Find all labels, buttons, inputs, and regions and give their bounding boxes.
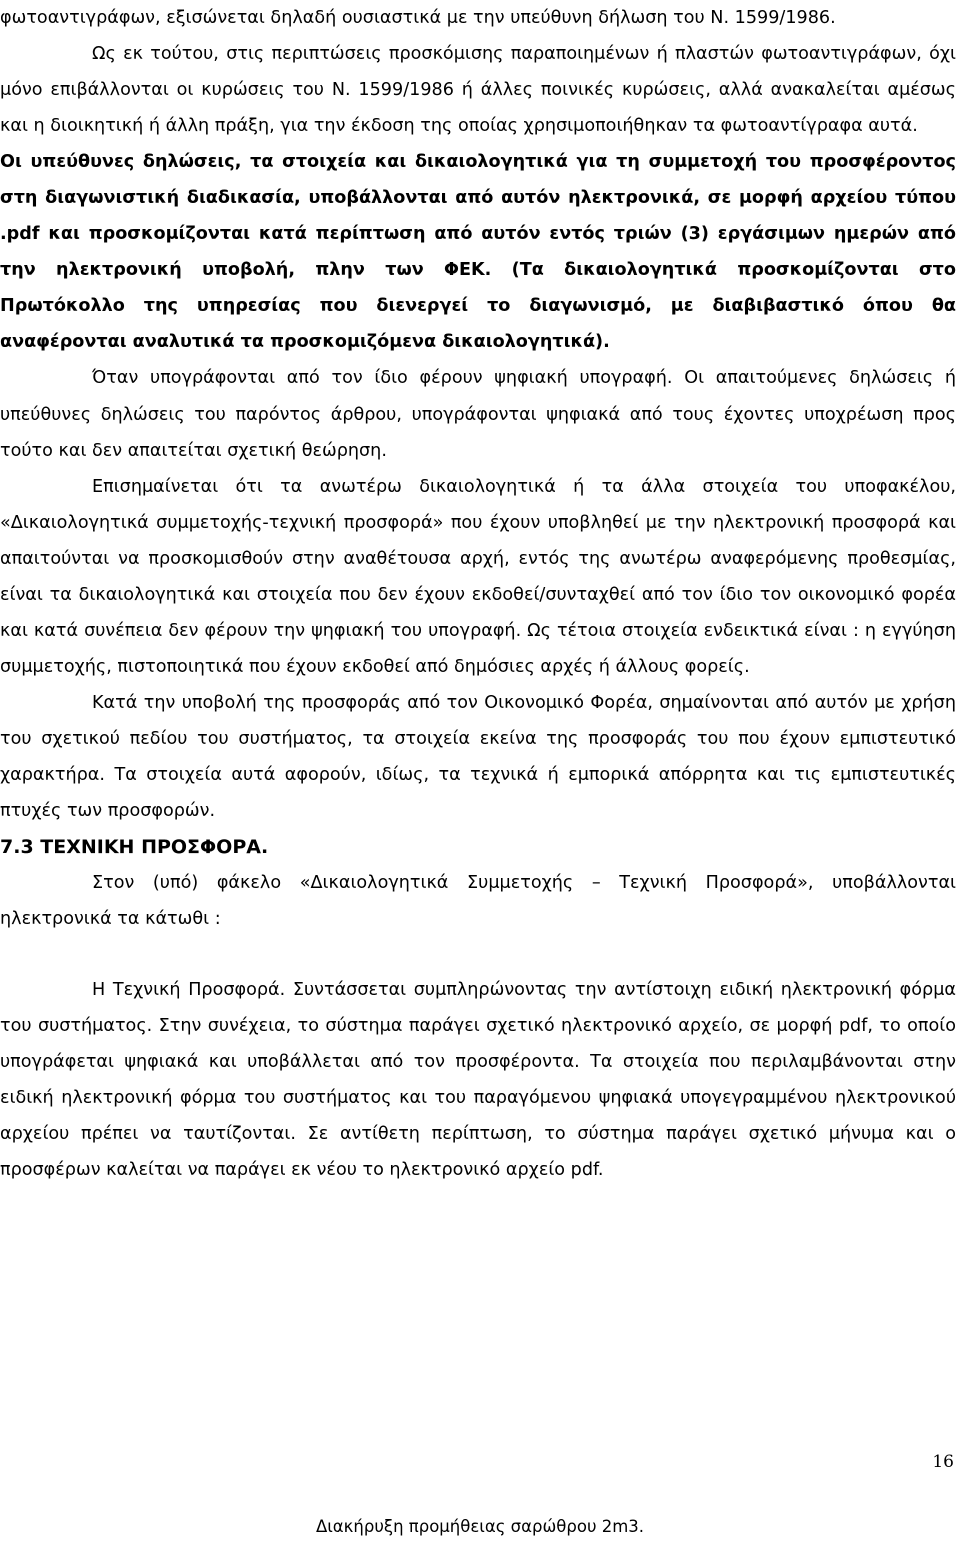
page-footer: Διακήρυξη προμήθειας σαρώθρου 2m3. bbox=[315, 1517, 645, 1536]
paragraph-subfolder-contents: Στον (υπό) φάκελο «Δικαιολογητικά Συμμετοχής – Τεχνική Προσφορά», υποβάλλονται ηλεκτρονικά τα κάτωθι : bbox=[0, 873, 956, 930]
paragraph-spacer bbox=[0, 937, 956, 972]
page-number: 16 bbox=[932, 1452, 954, 1472]
paragraph-electronic-submission: Οι υπεύθυνες δηλώσεις, τα στοιχεία και δικαιολογητικά για τη συμμετοχή του προσφέροντος στη διαγωνιστική διαδικασία, υποβάλλονται από αυτόν ηλεκτρονικά, σε μορφή αρχείου τύπου .pdf και προσκομίζονται κατά περίπτωση από αυτόν εντός τριών (3) εργάσιμων ημερών από την ηλεκτρονική υποβολή, πλην των ΦΕΚ. (Τα δικαιολογητικά προσκομίζονται στο Πρωτόκολλο της υπηρεσίας που διενεργεί το διαγωνισμό, με διαβιβαστικό όπου θα αναφέρονται αναλυτικά τα προσκομιζόμενα δικαιολογητικά). bbox=[0, 152, 956, 353]
paragraph-photocopies-continued: φωτοαντιγράφων, εξισώνεται δηλαδή ουσιαστικά με την υπεύθυνη δήλωση του Ν. 1599/1986. bbox=[0, 8, 836, 28]
paragraph-supporting-documents: Επισημαίνεται ότι τα ανωτέρω δικαιολογητικά ή τα άλλα στοιχεία του υποφακέλου, «Δικαιολογητικά συμμετοχής-τεχνική προσφορά» που έχουν υποβληθεί με την ηλεκτρονική προσφορά και απαιτούνται να προσκομισθούν στην αναθέτουσα αρχή, εντός της ανωτέρω αναφερόμενης προθεσμίας, είναι τα δικαιολογητικά και στοιχεία που δεν έχουν εκδοθεί/συνταχθεί από τον ίδιο τον οικονομικό φορέα και κατά συνέπεια δεν φέρουν την ψηφιακή του υπογραφή. Ως τέτοια στοιχεία ενδεικτικά είναι : η εγγύηση συμμετοχής, πιστοποιητικά που έχουν εκδοθεί από δημόσιες αρχές ή άλλους φορείς. bbox=[0, 476, 956, 677]
paragraph-forged-copies: Ως εκ τούτου, στις περιπτώσεις προσκόμισης παραποιημένων ή πλαστών φωτοαντιγράφων, όχι μόνο επιβάλλονται οι κυρώσεις του Ν. 1599/1986 ή άλλες ποινικές κυρώσεις, αλλά ανακαλείται αμέσως και η διοικητική ή άλλη πράξη, για την έκδοση της οποίας χρησιμοποιήθηκαν τα φωτοαντίγραφα αυτά. bbox=[0, 44, 956, 137]
paragraph-technical-offer-form: Η Τεχνική Προσφορά. Συντάσσεται συμπληρώνοντας την αντίστοιχη ειδική ηλεκτρονική φόρμα του συστήματος. Στην συνέχεια, το σύστημα παράγει σχετικό ηλεκτρονικό αρχείο, σε μορφή pdf, το οποίο υπογράφεται ψηφιακά και υποβάλλεται από τον προσφέροντα. Τα στοιχεία που περιλαμβάνονται στην ειδική ηλεκτρονική φόρμα του συστήματος και του παραγόμενου ψηφιακά υπογεγραμμένου ηλεκτρονικού αρχείου πρέπει να ταυτίζονται. Σε αντίθετη περίπτωση, το σύστημα παράγει σχετικό μήνυμα και ο προσφέρων καλείται να παράγει εκ νέου το ηλεκτρονικό αρχείο pdf. bbox=[0, 980, 956, 1181]
paragraph-digital-signature: Όταν υπογράφονται από τον ίδιο φέρουν ψηφιακή υπογραφή. Οι απαιτούμενες δηλώσεις ή υπεύθυνες δηλώσεις του παρόντος άρθρου, υπογράφονται ψηφιακά από τους έχοντες υποχρέωση προς τούτο και δεν απαιτείται σχετική θεώρηση. bbox=[0, 368, 956, 461]
section-heading-technical-offer: 7.3 ΤΕΧΝΙΚΗ ΠΡΟΣΦΟΡΑ. bbox=[0, 836, 269, 859]
paragraph-confidential-data: Κατά την υποβολή της προσφοράς από τον Οικονομικό Φορέα, σημαίνονται από αυτόν με χρήση του σχετικού πεδίου του συστήματος, τα στοιχεία εκείνα της προσφοράς του που έχουν εμπιστευτικό χαρακτήρα. Τα στοιχεία αυτά αφορούν, ιδίως, τα τεχνικά ή εμπορικά απόρρητα και τις εμπιστευτικές πτυχές των προσφορών. bbox=[0, 692, 956, 822]
